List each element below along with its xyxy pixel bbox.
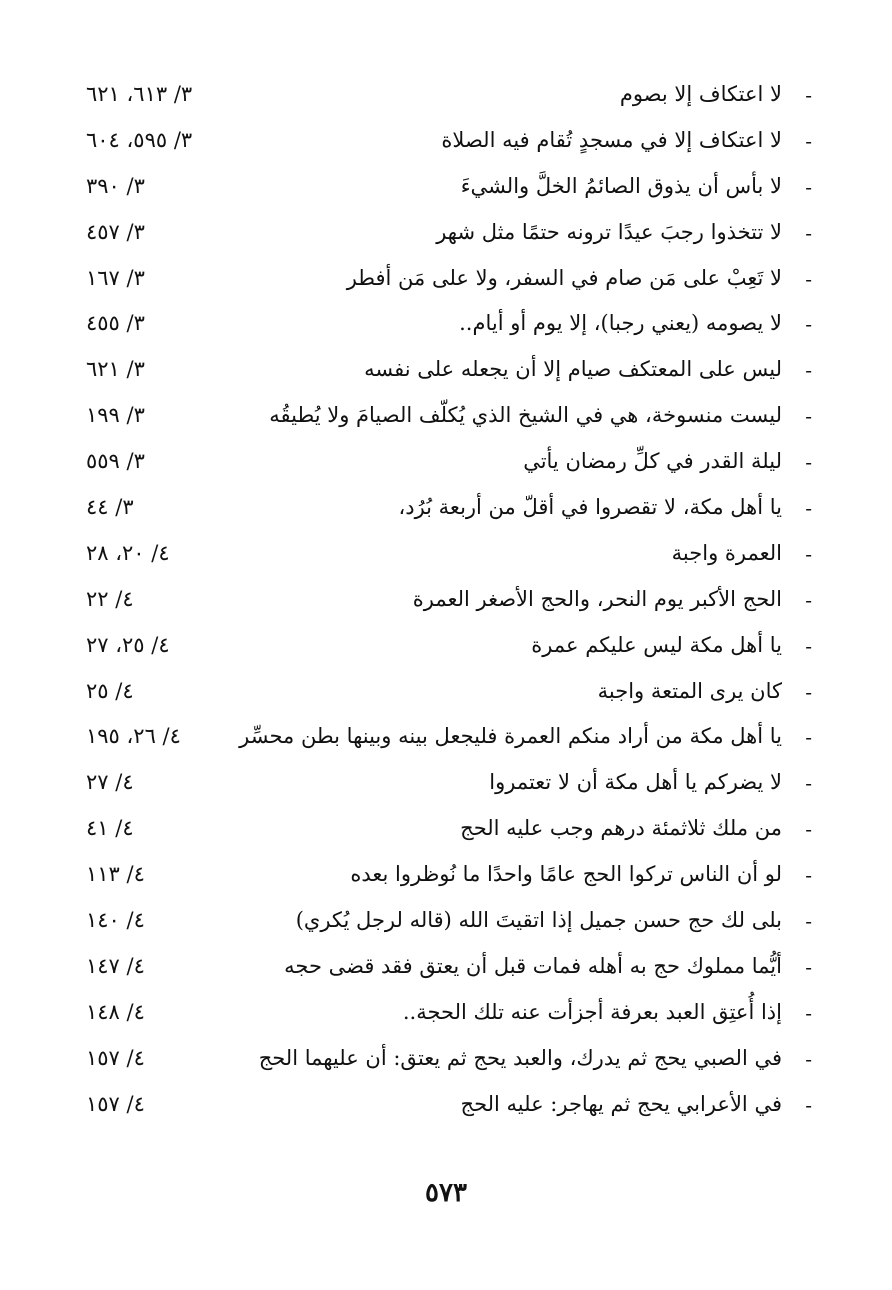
entry-dash: - bbox=[805, 633, 812, 658]
index-list bbox=[72, 77, 812, 1132]
entry-dash: - bbox=[805, 128, 812, 153]
entry-text: كان يرى المتعة واجبة bbox=[597, 678, 782, 703]
entry-reference: ٣/ ٦١٣، ٦٢١ bbox=[86, 82, 193, 106]
entry-dash: - bbox=[805, 725, 812, 750]
entry-text: في الأعرابي يحج ثم يهاجر: عليه الحج bbox=[460, 1091, 782, 1116]
entry-text: لا يضركم يا أهل مكة أن لا تعتمروا bbox=[489, 770, 782, 795]
entry-reference: ٤/ ٤١ bbox=[86, 816, 134, 841]
entry-reference: ٣/ ٦٢١ bbox=[86, 357, 145, 382]
entry-dash: - bbox=[805, 496, 812, 521]
entry-reference: ٣/ ٥٩٥، ٦٠٤ bbox=[86, 127, 193, 152]
entry-reference: ٤/ ١٥٧ bbox=[86, 1045, 145, 1070]
entry-reference: ٤/ ٢٥، ٢٧ bbox=[86, 632, 170, 657]
entry-dash: - bbox=[805, 863, 812, 888]
entry-dash: - bbox=[805, 220, 812, 245]
index-entry bbox=[72, 306, 812, 352]
entry-text: في الصبي يحج ثم يدرك، والعبد يحج ثم يعتق: أن عليهما الحج bbox=[258, 1045, 782, 1070]
entry-text: لو أن الناس تركوا الحج عامًا واحدًا ما نُوظروا بعده bbox=[350, 862, 782, 887]
index-entry bbox=[72, 490, 812, 536]
index-entry bbox=[72, 77, 812, 123]
entry-reference: ٤/ ٢٧ bbox=[86, 770, 134, 795]
index-entry bbox=[72, 398, 812, 444]
entry-reference: ٤/ ١٤٨ bbox=[86, 999, 145, 1024]
entry-reference: ٣/ ٤٥٥ bbox=[86, 311, 145, 336]
entry-text: لا بأس أن يذوق الصائمُ الخلَّ والشيءَ bbox=[460, 173, 782, 198]
entry-dash: - bbox=[805, 771, 812, 796]
index-entry bbox=[72, 444, 812, 490]
entry-dash: - bbox=[805, 954, 812, 979]
entry-text: إذا أُعتِق العبد بعرفة أجزأت عنه تلك الحجة.. bbox=[402, 999, 782, 1024]
index-entry bbox=[72, 261, 812, 307]
page-number: ٥٧٣ bbox=[425, 1178, 467, 1208]
entry-reference: ٤/ ٢٥ bbox=[86, 678, 134, 703]
entry-dash: - bbox=[805, 83, 812, 107]
entry-text: بلى لك حج حسن جميل إذا اتقيتَ الله (قاله لرجل يُكري) bbox=[295, 908, 782, 933]
entry-reference: ٣/ ٤٥٧ bbox=[86, 219, 145, 244]
entry-text: لا يصومه (يعني رجبا)، إلا يوم أو أيام.. bbox=[459, 311, 782, 336]
entry-text: يا أهل مكة من أراد منكم العمرة فليجعل بينه وبينها بطن محسِّر bbox=[239, 724, 782, 749]
entry-text: الحج الأكبر يوم النحر، والحج الأصغر العمرة bbox=[412, 586, 782, 611]
entry-text: يا أهل مكة، لا تقصروا في أقلّ من أربعة بُرُد، bbox=[398, 495, 782, 520]
entry-text: ليلة القدر في كلِّ رمضان يأتي bbox=[523, 449, 782, 474]
entry-dash: - bbox=[805, 358, 812, 383]
entry-dash: - bbox=[805, 174, 812, 199]
entry-text: ليست منسوخة، هي في الشيخ الذي يُكلّف الصيامَ ولا يُطيقُه bbox=[269, 403, 782, 428]
index-entry bbox=[72, 582, 812, 628]
entry-reference: ٤/ ٢٦، ١٩٥ bbox=[86, 724, 181, 749]
index-entry bbox=[72, 811, 812, 857]
index-entry bbox=[72, 903, 812, 949]
entry-text: لا اعتكاف إلا بصوم bbox=[619, 82, 782, 106]
entry-text: العمرة واجبة bbox=[671, 540, 782, 565]
entry-reference: ٤/ ٢٢ bbox=[86, 586, 134, 611]
entry-dash: - bbox=[805, 1000, 812, 1025]
entry-dash: - bbox=[805, 541, 812, 566]
index-entry bbox=[72, 674, 812, 720]
index-entry bbox=[72, 628, 812, 674]
entry-reference: ٤/ ١٤٠ bbox=[86, 908, 145, 933]
entry-reference: ٤/ ١١٣ bbox=[86, 862, 145, 887]
entry-reference: ٤/ ١٥٧ bbox=[86, 1091, 145, 1116]
index-entry bbox=[72, 352, 812, 398]
index-entry bbox=[72, 536, 812, 582]
entry-text: لا تَعِبْ على مَن صام في السفر، ولا على مَن أفطر bbox=[346, 265, 782, 290]
index-entry bbox=[72, 1041, 812, 1087]
index-entry bbox=[72, 1087, 812, 1133]
entry-reference: ٣/ ١٩٩ bbox=[86, 403, 145, 428]
entry-text: ليس على المعتكف صيام إلا أن يجعله على نفسه bbox=[364, 357, 782, 382]
index-entry bbox=[72, 123, 812, 169]
index-entry bbox=[72, 719, 812, 765]
entry-reference: ٣/ ٣٩٠ bbox=[86, 173, 145, 198]
index-entry bbox=[72, 765, 812, 811]
index-entry bbox=[72, 995, 812, 1041]
entry-text: لا تتخذوا رجبَ عيدًا ترونه حتمًا مثل شهر bbox=[436, 219, 782, 244]
entry-reference: ٣/ ١٦٧ bbox=[86, 265, 145, 290]
entry-text: من ملك ثلاثمئة درهم وجب عليه الحج bbox=[460, 816, 782, 841]
index-entry bbox=[72, 949, 812, 995]
entry-dash: - bbox=[805, 679, 812, 704]
entry-dash: - bbox=[805, 1046, 812, 1071]
entry-reference: ٤/ ٢٠، ٢٨ bbox=[86, 540, 170, 565]
entry-dash: - bbox=[805, 1092, 812, 1117]
entry-dash: - bbox=[805, 817, 812, 842]
entry-text: أيُّما مملوك حج به أهله فمات قبل أن يعتق فقد قضى حجه bbox=[284, 953, 782, 978]
entry-dash: - bbox=[805, 587, 812, 612]
entry-text: لا اعتكاف إلا في مسجدٍ تُقام فيه الصلاة bbox=[441, 127, 782, 152]
entry-dash: - bbox=[805, 450, 812, 475]
entry-reference: ٤/ ١٤٧ bbox=[86, 953, 145, 978]
index-entry bbox=[72, 215, 812, 261]
entry-dash: - bbox=[805, 266, 812, 291]
entry-dash: - bbox=[805, 404, 812, 429]
entry-dash: - bbox=[805, 312, 812, 337]
entry-reference: ٣/ ٥٥٩ bbox=[86, 449, 145, 474]
entry-reference: ٣/ ٤٤ bbox=[86, 495, 134, 520]
entry-text: يا أهل مكة ليس عليكم عمرة bbox=[531, 632, 782, 657]
entry-dash: - bbox=[805, 909, 812, 934]
index-entry bbox=[72, 857, 812, 903]
index-entry bbox=[72, 169, 812, 215]
